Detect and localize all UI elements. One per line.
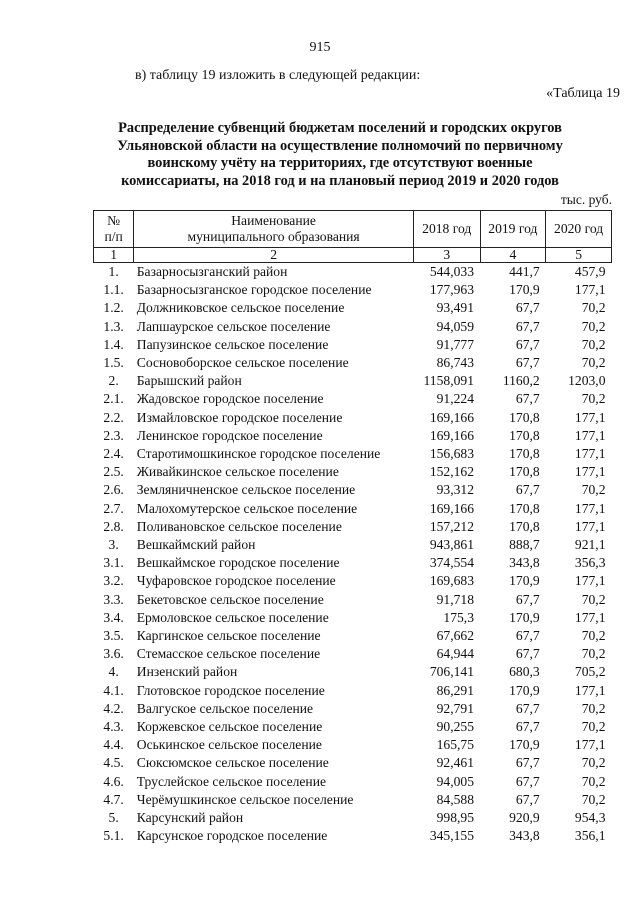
row-number: 4.5. — [103, 755, 124, 771]
table-row — [94, 591, 612, 609]
title-line: воинскому учёту на территориях, где отсутствуют военные — [147, 155, 533, 171]
row-value-2020: 70,2 — [581, 391, 606, 407]
table-row — [94, 463, 612, 481]
row-municipality-name: Ленинское городское поселение — [136, 427, 323, 443]
table-row — [94, 263, 612, 282]
row-value-2018: 86,743 — [436, 355, 474, 371]
table-row — [94, 572, 612, 590]
row-value-2020: 177,1 — [574, 500, 606, 516]
column-number: 5 — [546, 248, 612, 263]
row-value-2019: 170,8 — [509, 409, 540, 425]
row-municipality-name: Ермоловское сельское поселение — [136, 609, 329, 625]
table-row — [94, 718, 612, 736]
row-value-2018: 94,005 — [436, 773, 474, 789]
row-value-2018: 165,75 — [436, 737, 474, 753]
row-municipality-name: Карсунский район — [136, 810, 244, 826]
row-value-2020: 70,2 — [581, 591, 606, 607]
row-value-2020: 70,2 — [581, 355, 606, 371]
row-number: 3.3. — [103, 591, 124, 607]
row-municipality-name: Вешкаймское городское поселение — [136, 555, 340, 571]
page-number: 915 — [309, 40, 331, 55]
table-row — [94, 773, 612, 791]
row-number: 1. — [108, 264, 119, 279]
row-value-2019: 920,9 — [509, 810, 540, 826]
row-value-2018: 169,166 — [429, 409, 474, 425]
row-value-2019: 170,9 — [509, 573, 540, 589]
row-value-2018: 90,255 — [436, 719, 474, 735]
row-value-2018: 94,059 — [436, 318, 474, 334]
table-row — [94, 609, 612, 627]
row-number: 2.5. — [103, 464, 124, 480]
row-value-2020: 177,1 — [574, 682, 606, 698]
row-municipality-name: Инзенский район — [136, 664, 238, 680]
row-value-2020: 70,2 — [581, 755, 606, 771]
row-value-2020: 177,1 — [574, 464, 606, 480]
row-value-2020: 177,1 — [574, 427, 606, 443]
header-2019: 2019 год — [480, 211, 546, 248]
row-value-2020: 70,2 — [581, 336, 606, 352]
row-number: 2.3. — [103, 427, 124, 443]
row-value-2019: 343,8 — [509, 828, 540, 844]
row-municipality-name: Папузинское сельское поселение — [136, 336, 329, 352]
row-number: 1.2. — [103, 300, 124, 316]
row-number: 3.5. — [103, 628, 124, 644]
row-number: 1.4. — [103, 336, 124, 352]
table-row — [94, 372, 612, 390]
row-value-2019: 170,8 — [509, 500, 540, 516]
row-number: 4.3. — [103, 719, 124, 735]
row-value-2020: 356,3 — [574, 555, 606, 571]
row-value-2019: 170,8 — [509, 446, 540, 462]
row-value-2018: 156,683 — [429, 446, 474, 462]
table-row — [94, 682, 612, 700]
row-value-2019: 67,7 — [515, 355, 540, 371]
row-value-2019: 170,8 — [509, 464, 540, 480]
row-number: 2.1. — [103, 391, 124, 407]
row-value-2020: 177,1 — [574, 737, 606, 753]
column-number: 2 — [134, 248, 414, 263]
row-value-2018: 175,3 — [443, 609, 474, 625]
table-row — [94, 281, 612, 299]
row-value-2019: 67,7 — [515, 700, 540, 716]
row-municipality-name: Сюксюмское сельское поселение — [136, 755, 329, 771]
table-row — [94, 390, 612, 408]
row-number: 4.2. — [103, 700, 124, 716]
row-municipality-name: Чуфаровское городское поселение — [136, 573, 336, 589]
row-value-2018: 91,777 — [436, 336, 474, 352]
row-value-2018: 157,212 — [429, 518, 474, 534]
header-number-line1: № — [107, 213, 121, 228]
row-municipality-name: Стемасское сельское поселение — [136, 646, 321, 662]
column-numbers — [94, 248, 612, 263]
intro-text: в) таблицу 19 изложить в следующей редакции: — [135, 68, 421, 83]
row-value-2020: 70,2 — [581, 300, 606, 316]
row-number: 2. — [108, 373, 119, 389]
table-row — [94, 518, 612, 536]
row-value-2019: 67,7 — [515, 791, 540, 807]
header-row — [94, 211, 612, 248]
row-value-2019: 67,7 — [515, 336, 540, 352]
header-2018: 2018 год — [413, 211, 480, 248]
row-value-2020: 177,1 — [574, 573, 606, 589]
row-value-2018: 169,683 — [429, 573, 474, 589]
column-number-row — [94, 248, 612, 263]
row-municipality-name: Коржевское сельское поселение — [136, 719, 323, 735]
row-value-2019: 67,7 — [515, 628, 540, 644]
table-row — [94, 481, 612, 499]
row-municipality-name: Труслейское сельское поселение — [136, 773, 327, 789]
row-number: 4.6. — [103, 773, 124, 789]
row-municipality-name: Базарносызганский район — [136, 264, 288, 279]
header-name — [134, 211, 414, 248]
row-value-2018: 998,95 — [436, 810, 474, 826]
row-value-2019: 67,7 — [515, 482, 540, 498]
row-municipality-name: Каргинское сельское поселение — [136, 628, 321, 644]
row-number: 3. — [108, 537, 119, 553]
row-value-2019: 67,7 — [515, 300, 540, 316]
row-value-2019: 1160,2 — [502, 373, 540, 389]
table-row — [94, 336, 612, 354]
document-title — [60, 120, 620, 190]
row-number: 2.7. — [103, 500, 124, 516]
header-number-line2: п/п — [104, 229, 123, 244]
table-body — [94, 263, 612, 846]
row-value-2020: 70,2 — [581, 646, 606, 662]
table-row — [94, 645, 612, 663]
row-value-2018: 374,554 — [429, 555, 474, 571]
row-municipality-name: Бекетовское сельское поселение — [136, 591, 324, 607]
row-value-2019: 170,9 — [509, 737, 540, 753]
table-row — [94, 754, 612, 772]
row-municipality-name: Жадовское городское поселение — [136, 391, 324, 407]
table-row — [94, 554, 612, 572]
row-value-2019: 343,8 — [509, 555, 540, 571]
row-value-2019: 680,3 — [509, 664, 540, 680]
row-number: 4. — [108, 664, 119, 680]
table-row — [94, 299, 612, 317]
row-value-2020: 457,9 — [574, 264, 606, 279]
header-name-line1: Наименование — [231, 213, 316, 228]
row-value-2019: 67,7 — [515, 719, 540, 735]
row-value-2018: 84,588 — [436, 791, 474, 807]
row-value-2020: 70,2 — [581, 773, 606, 789]
table-row — [94, 409, 612, 427]
column-number: 3 — [413, 248, 480, 263]
row-number: 1.3. — [103, 318, 124, 334]
table-row — [94, 736, 612, 754]
row-value-2018: 86,291 — [436, 682, 474, 698]
row-number: 3.2. — [103, 573, 124, 589]
row-value-2020: 70,2 — [581, 628, 606, 644]
column-number: 1 — [94, 248, 134, 263]
row-municipality-name: Карсунское городское поселение — [136, 828, 328, 844]
row-municipality-name: Вешкаймский район — [136, 537, 256, 553]
table-reference: «Таблица 19 — [546, 86, 620, 101]
row-value-2020: 70,2 — [581, 719, 606, 735]
row-number: 1.5. — [103, 355, 124, 371]
table-row — [94, 827, 612, 845]
title-line: Ульяновской области на осуществление полномочий по первичному — [117, 137, 563, 154]
row-value-2020: 70,2 — [581, 482, 606, 498]
row-municipality-name: Оськинское сельское поселение — [136, 737, 322, 753]
row-number: 4.1. — [103, 682, 124, 698]
row-value-2018: 92,461 — [436, 755, 474, 771]
row-value-2018: 1158,091 — [423, 373, 474, 389]
row-number: 5.1. — [103, 828, 124, 844]
row-number: 2.2. — [103, 409, 124, 425]
row-value-2019: 170,8 — [509, 427, 540, 443]
row-value-2020: 177,1 — [574, 282, 606, 298]
table-row — [94, 627, 612, 645]
row-number: 2.4. — [103, 446, 124, 462]
row-number: 3.6. — [103, 646, 124, 662]
row-value-2019: 170,9 — [509, 682, 540, 698]
row-municipality-name: Черёмушкинское сельское поселение — [136, 791, 354, 807]
row-value-2020: 177,1 — [574, 409, 606, 425]
row-value-2020: 954,3 — [574, 810, 606, 826]
table-row — [94, 427, 612, 445]
table-header — [94, 211, 612, 248]
row-value-2020: 177,1 — [574, 518, 606, 534]
row-value-2018: 93,312 — [436, 482, 474, 498]
row-value-2019: 888,7 — [509, 537, 540, 553]
row-value-2018: 91,224 — [436, 391, 474, 407]
row-municipality-name: Живайкинское сельское поселение — [136, 464, 339, 480]
header-name-line2: муниципального образования — [187, 229, 360, 244]
row-value-2020: 1203,0 — [568, 373, 606, 389]
table-row — [94, 663, 612, 681]
row-value-2020: 70,2 — [581, 318, 606, 334]
units-label: тыс. руб. — [560, 192, 612, 207]
row-municipality-name: Сосновоборское сельское поселение — [136, 355, 349, 371]
row-value-2018: 544,033 — [429, 264, 474, 279]
table-row — [94, 354, 612, 372]
table-row — [94, 791, 612, 809]
row-number: 2.6. — [103, 482, 124, 498]
row-value-2018: 67,662 — [436, 628, 474, 644]
row-value-2019: 67,7 — [515, 318, 540, 334]
row-municipality-name: Глотовское городское поселение — [136, 682, 325, 698]
row-municipality-name: Старотимошкинское городское поселение — [136, 446, 381, 462]
row-municipality-name: Валгуское сельское поселение — [136, 700, 314, 716]
row-value-2020: 356,1 — [574, 828, 606, 844]
row-number: 4.4. — [103, 737, 124, 753]
row-value-2020: 70,2 — [581, 700, 606, 716]
row-value-2019: 170,9 — [509, 282, 540, 298]
title-line: комиссариаты, на 2018 год и на плановый период 2019 и 2020 годов — [121, 172, 559, 189]
row-value-2019: 67,7 — [515, 773, 540, 789]
row-value-2018: 152,162 — [429, 464, 474, 480]
row-number: 2.8. — [103, 518, 124, 534]
row-number: 3.4. — [103, 609, 124, 625]
row-municipality-name: Измайловское городское поселение — [136, 409, 343, 425]
row-value-2019: 441,7 — [509, 264, 540, 279]
row-value-2020: 177,1 — [574, 609, 606, 625]
row-number: 1.1. — [103, 282, 124, 298]
table-row — [94, 700, 612, 718]
header-2020: 2020 год — [546, 211, 612, 248]
title-line: Распределение субвенций бюджетам поселений и городских округов — [118, 120, 562, 136]
row-value-2018: 64,944 — [436, 646, 474, 662]
row-municipality-name: Должниковское сельское поселение — [136, 300, 345, 316]
row-value-2020: 177,1 — [574, 446, 606, 462]
row-municipality-name: Барышский район — [136, 373, 242, 389]
table-row — [94, 318, 612, 336]
row-value-2019: 67,7 — [515, 755, 540, 771]
table-row — [94, 536, 612, 554]
row-number: 5. — [108, 810, 119, 826]
row-value-2018: 177,963 — [429, 282, 474, 298]
row-value-2020: 70,2 — [581, 791, 606, 807]
row-value-2018: 943,861 — [429, 537, 474, 553]
row-municipality-name: Земляничненское сельское поселение — [136, 482, 356, 498]
row-value-2019: 67,7 — [515, 391, 540, 407]
row-municipality-name: Малохомутерское сельское поселение — [136, 500, 358, 516]
header-number — [94, 211, 134, 248]
row-value-2019: 170,9 — [509, 609, 540, 625]
table-row — [94, 809, 612, 827]
row-value-2018: 169,166 — [429, 500, 474, 516]
row-value-2018: 169,166 — [429, 427, 474, 443]
row-value-2018: 91,718 — [436, 591, 474, 607]
row-value-2018: 706,141 — [429, 664, 474, 680]
row-value-2019: 67,7 — [515, 591, 540, 607]
row-number: 3.1. — [103, 555, 124, 571]
row-value-2020: 705,2 — [574, 664, 606, 680]
row-municipality-name: Поливановское сельское поселение — [136, 518, 342, 534]
row-value-2018: 92,791 — [436, 700, 474, 716]
table-row — [94, 445, 612, 463]
subsidy-table — [93, 210, 612, 846]
row-value-2018: 345,155 — [429, 828, 474, 844]
column-number: 4 — [480, 248, 546, 263]
row-value-2018: 93,491 — [436, 300, 474, 316]
row-municipality-name: Лапшаурское сельское поселение — [136, 318, 331, 334]
row-number: 4.7. — [103, 791, 124, 807]
table-row — [94, 500, 612, 518]
row-value-2019: 67,7 — [515, 646, 540, 662]
row-municipality-name: Базарносызганское городское поселение — [136, 282, 372, 298]
row-value-2020: 921,1 — [574, 537, 606, 553]
row-value-2019: 170,8 — [509, 518, 540, 534]
